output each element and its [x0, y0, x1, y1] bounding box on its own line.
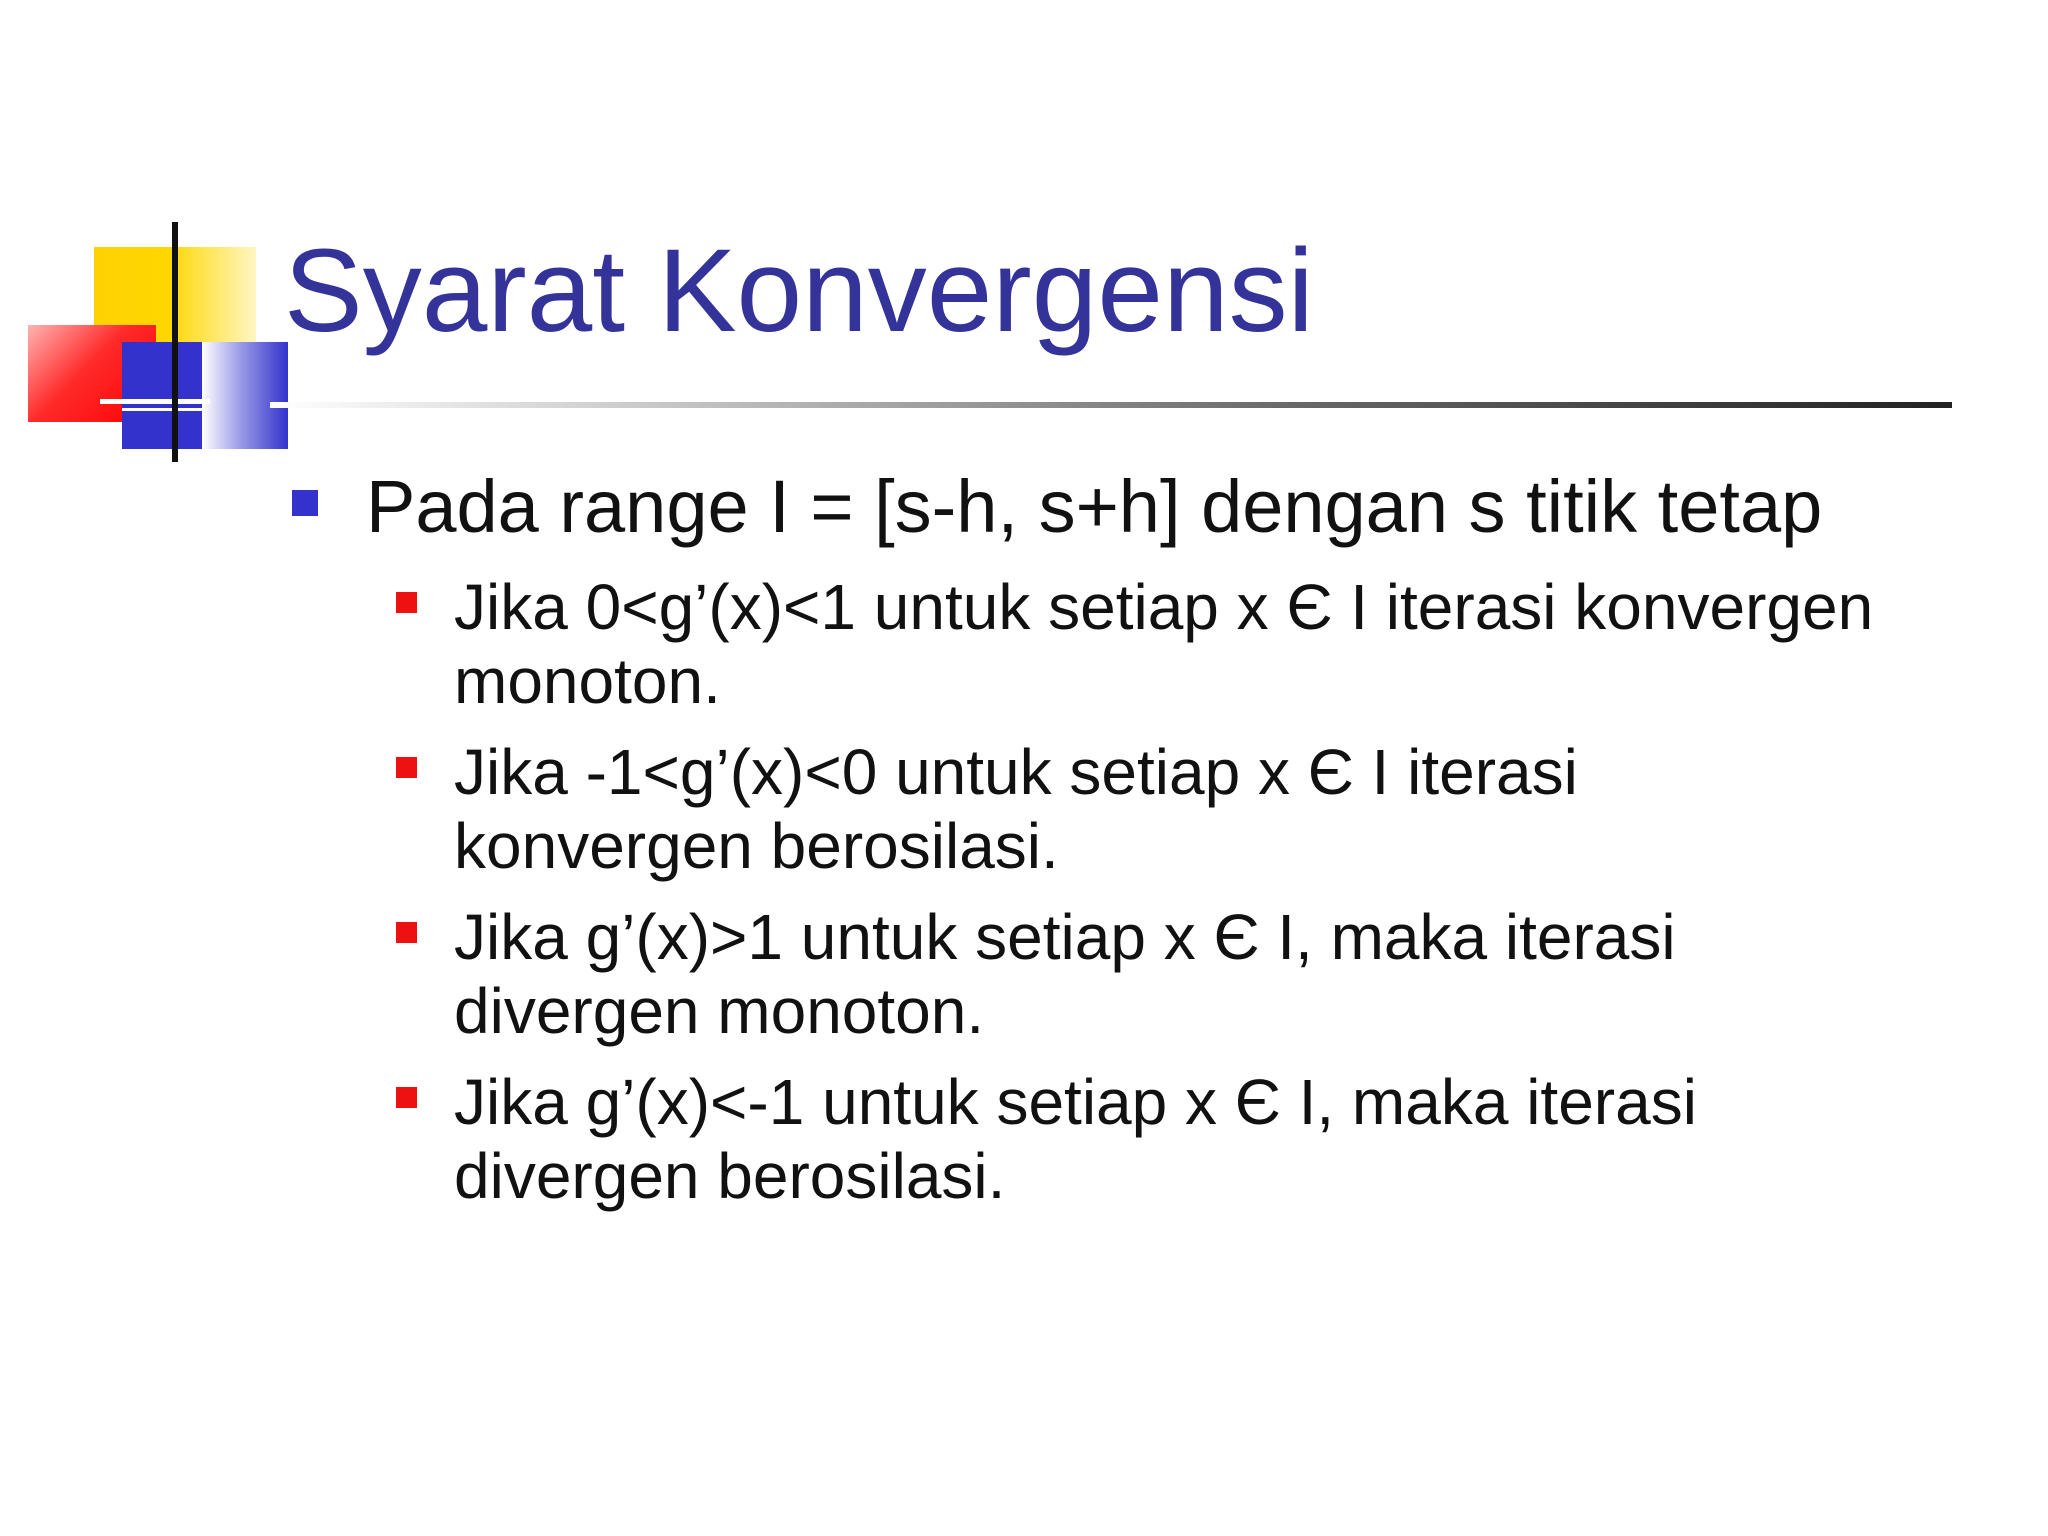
sub-bullet-text — [454, 1065, 2014, 1213]
square-bullet-icon — [396, 757, 417, 778]
sub-bullet-line: monoton. — [454, 645, 721, 717]
blue-gradient-square-decoration — [202, 342, 288, 449]
sub-bullet-line: divergen berosilasi. — [454, 1140, 1006, 1212]
square-bullet-icon — [396, 592, 417, 613]
bullet-level1-text: Pada range I = [s-h, s+h] dengan s titik tetap — [366, 465, 1823, 548]
sub-bullet-line: Jika g’(x)<-1 untuk setiap x Є I, maka iterasi — [454, 1066, 1697, 1138]
white-line-decoration — [122, 408, 202, 411]
sub-bullet-line: konvergen berosilasi. — [454, 810, 1059, 882]
sub-bullet-text — [454, 735, 2014, 883]
white-line-decoration — [100, 399, 210, 404]
sub-bullet-text — [454, 900, 2014, 1048]
slide-title: Syarat Konvergensi — [284, 225, 1314, 357]
title-underline-rule — [270, 402, 1952, 408]
square-bullet-icon — [396, 1087, 417, 1108]
sub-bullet-line: Jika -1<g’(x)<0 untuk setiap x Є I iterasi — [454, 736, 1578, 808]
square-bullet-icon — [396, 922, 417, 943]
sub-bullet-line: Jika 0<g’(x)<1 untuk setiap x Є I iterasi konvergen — [454, 571, 1874, 643]
sub-bullet-line: Jika g’(x)>1 untuk setiap x Є I, maka iterasi — [454, 901, 1676, 973]
vertical-line-decoration — [172, 222, 178, 462]
sub-bullet-line: divergen monoton. — [454, 975, 985, 1047]
sub-bullet-text — [454, 570, 2014, 718]
blue-square-decoration — [122, 342, 202, 449]
square-bullet-icon — [292, 490, 318, 516]
